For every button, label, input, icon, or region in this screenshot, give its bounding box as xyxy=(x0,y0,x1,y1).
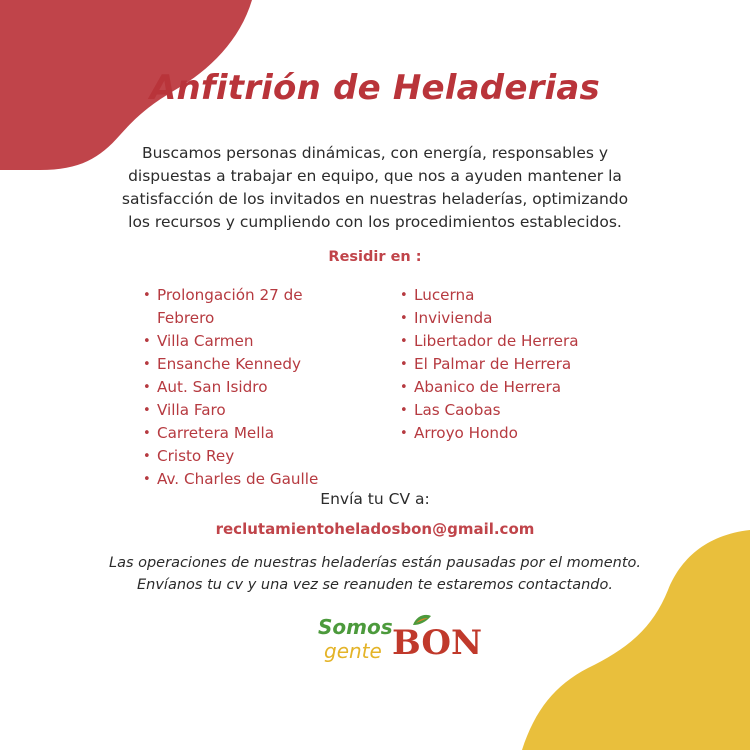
list-item: • Aut. San Isidro xyxy=(143,376,338,399)
list-item: • El Palmar de Herrera xyxy=(400,353,600,376)
list-item: • Lucerna xyxy=(400,284,600,307)
list-item: • Abanico de Herrera xyxy=(400,376,600,399)
list-item: • Villa Carmen xyxy=(143,330,338,353)
locations-left-list xyxy=(143,284,338,491)
intro-paragraph: Buscamos personas dinámicas, con energía, responsables y dispuestas a trabajar en equipo, que nos a ayuden mantener la satisfacción de los invitados en nuestras heladerías, optimizando los recursos y cumpliendo con los procedimientos establecidos. xyxy=(121,144,629,231)
logo-bon-text: BON xyxy=(392,623,482,663)
list-item: • Cristo Rey xyxy=(143,445,338,468)
logo-gente-text: gente xyxy=(324,639,382,663)
residir-label: Residir en : xyxy=(328,249,422,265)
list-item: • Villa Faro xyxy=(143,399,338,422)
list-item: • Ensanche Kennedy xyxy=(143,353,338,376)
cv-label: Envía tu CV a: xyxy=(320,490,430,508)
email-address[interactable]: reclutamientoheladosbon@gmail.com xyxy=(215,520,535,538)
list-item: • Prolongación 27 de Febrero xyxy=(143,284,338,330)
list-item: • Las Caobas xyxy=(400,399,600,422)
page-title: Anfitrión de Heladerias xyxy=(150,68,600,108)
locations-right-list xyxy=(400,284,600,445)
list-item: • Libertador de Herrera xyxy=(400,330,600,353)
list-item: • Invivienda xyxy=(400,307,600,330)
logo-somos-text: Somos xyxy=(318,615,393,639)
list-item: • Av. Charles de Gaulle xyxy=(143,468,338,491)
list-item: • Carretera Mella xyxy=(143,422,338,445)
list-item: • Arroyo Hondo xyxy=(400,422,600,445)
closing-note: Las operaciones de nuestras heladerías están pausadas por el momento. Envíanos tu cv y una vez se reanuden te estaremos contactando. xyxy=(108,555,641,593)
somos-gente-bon-logo xyxy=(312,608,482,678)
